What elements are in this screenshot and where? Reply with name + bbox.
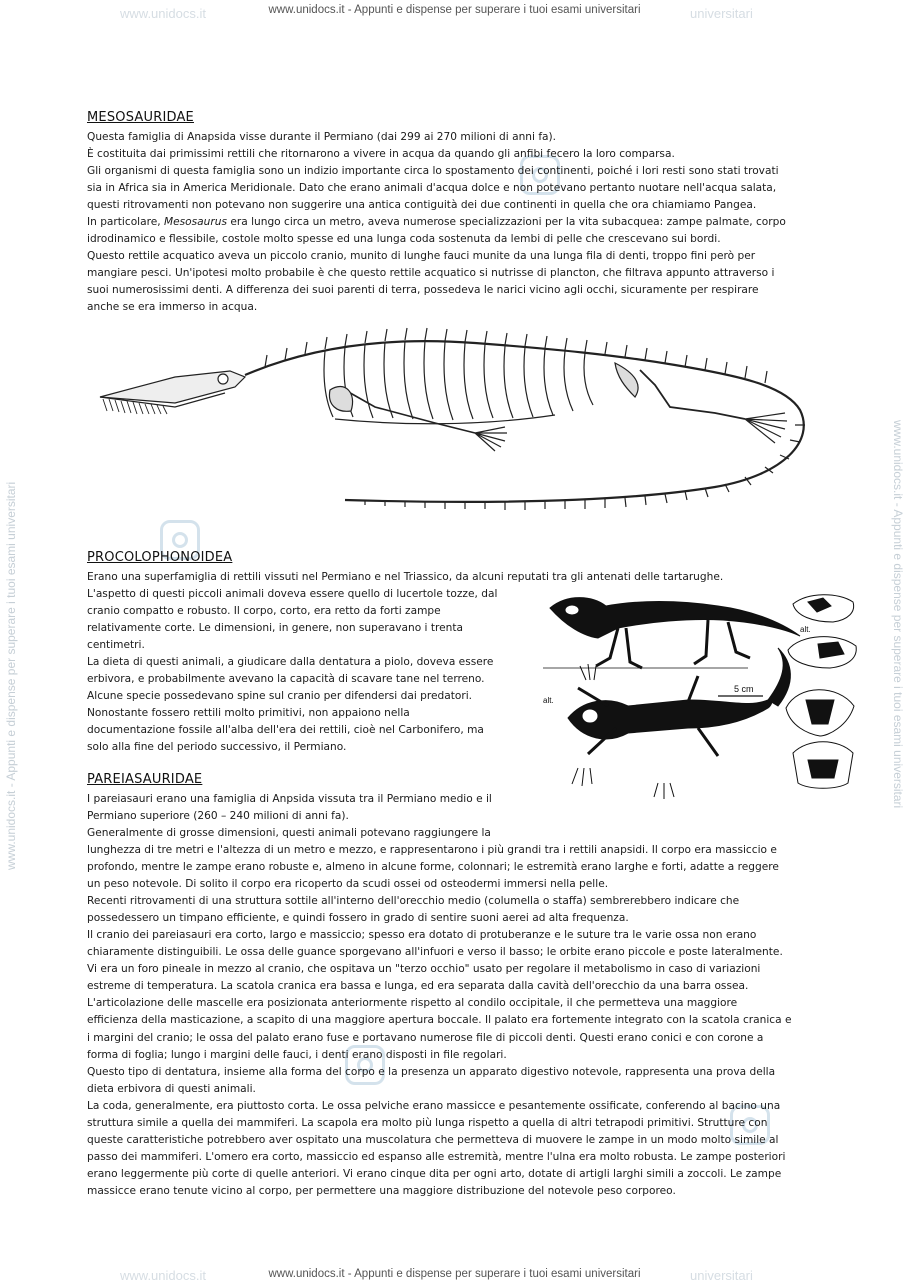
page-header: www.unidocs.it - Appunti e dispense per superare i tuoi esami universitari [268, 4, 641, 16]
text-line: Il cranio dei pareiasauri era corto, largo e massiccio; spesso era dotato di protuberanze e le suture tra le varie ossa non erano [87, 929, 757, 942]
text-line: efficienza della masticazione, a scapito di una maggiore apertura boccale. Il palato era fortemente integrato con la scatola cranica e [87, 1014, 792, 1027]
text-line: centimetri. [87, 639, 145, 652]
section-title-procolophonoidea: PROCOLOPHONOIDEA [87, 550, 233, 565]
text-line: La dieta di questi animali, a giudicare dalla dentatura a piolo, doveva essere [87, 656, 494, 669]
text-line: chiaramente distinguibili. Le ossa delle guance sporgevano all'infuori e verso il basso; le orbite erano piccole e poste lateralmente. [87, 946, 783, 959]
text-line: queste caratteristiche potrebbero aver ospitato una muscolatura che permetteva di muovere le zampe in un modo molto simile al [87, 1133, 779, 1146]
page-footer: www.unidocs.it - Appunti e dispense per superare i tuoi esami universitari [268, 1268, 641, 1280]
text-line: L'aspetto di questi piccoli animali doveva essere quello di lucertole tozze, dal [87, 588, 498, 600]
section-title-pareiasauridae: PAREIASAURIDAE [87, 772, 203, 787]
text-line: Gli organismi di questa famiglia sono un indizio importante circa lo spostamento dei continenti, poiché i lori resti sono stati trovati [87, 165, 779, 178]
watermark-side-right: www.unidocs.it - Appunti e dispense per superare i tuoi esami universitari [891, 420, 905, 809]
text-line: cranio compatto e robusto. Il corpo, corto, era retto da forti zampe [87, 605, 441, 618]
text-line: profondo, mentre le zampe erano robuste e, almeno in alcune forme, colonnari; le estremità erano larghe e forti, adatte a reggere [87, 861, 779, 874]
text-line: mangiare pesci. Un'ipotesi molto probabile è che questo rettile acquatico si nutrisse di plancton, che filtrava appunto attraverso i [87, 267, 775, 280]
text-line: dieta erbivora di questi animali. [87, 1082, 256, 1095]
text-line: Permiano superiore (260 – 240 milioni di anni fa). [87, 810, 349, 823]
text-line: estreme di temperatura. La scatola cranica era bassa e lunga, ed era separata dalla cavità dell'orecchio da una barra ossea. [87, 980, 749, 993]
text-line: massicce erano tenute vicino al corpo, per permettere una maggiore distribuzione del notevole peso corporeo. [87, 1184, 676, 1197]
text-line: idrodinamico e flessibile, costole molto spesse ed una lunga coda sostenuta da lembi di pelle che crescevano sui bordi. [87, 233, 721, 246]
text-line: questi ritrovamenti non potevano non suggerire una antica contiguità dei due continenti in quella che ora chiamiamo Pangea. [87, 199, 757, 212]
text-line: sia in Africa sia in America Meridionale. Dato che erano animali d'acqua dolce e non potevano pertanto nuotare nell'acqua salata, [87, 182, 777, 195]
text-line: forma di foglia; lungo i margini delle fauci, i denti erano disposti in file regolari. [87, 1048, 507, 1061]
alt-label: alt. [543, 696, 554, 705]
text-line: Questo rettile acquatico aveva un piccolo cranio, munito di lunghe fauci munite da una lunga fila di denti, troppo fini però per [87, 250, 756, 263]
species-name: Mesosaurus [164, 216, 227, 229]
text-line: solo alla fine del periodo successivo, il Permiano. [87, 741, 347, 754]
text-line: L'articolazione delle mascelle era posizionata anteriormente rispetto al condilo occipitale, il che permetteva una maggiore [87, 997, 738, 1010]
procolophon-figure [538, 588, 863, 813]
text-line: un peso notevole. Di solito il corpo era ricoperto da scudi ossei od osteodermi immersi nella pelle. [87, 878, 609, 891]
watermark-bottom-left: www.unidocs.it [120, 1268, 206, 1283]
text-line: suoi numerosissimi denti. A differenza dei suoi parenti di terra, possedeva le narici vicino agli occhi, sicuramente per respirare [87, 284, 759, 297]
procolophonoidea-text [87, 586, 517, 756]
text-line: Questa famiglia di Anapsida visse durante il Permiano (dai 299 ai 270 milioni di anni fa). [87, 131, 557, 143]
text-line: Questo tipo di dentatura, insieme alla forma del corpo e la presenza un apparato digestivo notevole, rappresenta una prova della [87, 1065, 776, 1078]
text-line: Erano una superfamiglia di rettili vissuti nel Permiano e nel Triassico, da alcuni reputati tra gli antenati delle tartarughe. [87, 571, 724, 583]
text-line: erano leggermente più corte di quelle anteriori. Vi erano cinque dita per ogni arto, dotate di artigli larghi simili a zoccoli. Le zampe [87, 1167, 782, 1180]
text-line: Alcune specie possedevano spine sul cranio per difendersi dai predatori. [87, 690, 473, 703]
text-line: erbivora, e probabilmente avevano la capacità di scavare tane nel terreno. [87, 673, 485, 686]
watermark-side-left: www.unidocs.it - Appunti e dispense per superare i tuoi esami universitari [4, 481, 18, 870]
section-title-mesosauridae: MESOSAURIDAE [87, 110, 194, 125]
text-line: Vi era un foro pineale in mezzo al cranio, che ospitava un "terzo occhio" usato per regolare il metabolismo in caso di variazioni [87, 963, 761, 976]
text-line: documentazione fossile all'alba dell'era dei rettili, cioè nel Carbonifero, ma [87, 724, 484, 737]
watermark-top-left: www.unidocs.it [120, 6, 206, 21]
text-line: struttura simile a quella dei mammiferi. La scapola era molto più lunga rispetto a quella di altri tetrapodi primitivi. Strutture con [87, 1116, 768, 1129]
text-line: In particolare, Mesosaurus era lungo circa un metro, aveva numerose specializzazioni per la vita subacquea: zampe palmate, corpo [87, 216, 786, 229]
text-line: Nonostante fossero rettili molto primitivi, non appaiono nella [87, 707, 410, 720]
text-line: È costituita dai primissimi rettili che ritornarono a vivere in acqua da quando gli anfibi fecero la loro comparsa. [87, 148, 675, 161]
text-line: i margini del cranio; le ossa del palato erano fuse e portavano numerose file di piccoli denti. Questi erano conici e con corone a [87, 1031, 764, 1044]
scale-label: 5 cm [734, 684, 754, 694]
text-line: Generalmente di grosse dimensioni, questi animali potevano raggiungere la [87, 827, 491, 840]
text-line: anche se era immerso in acqua. [87, 301, 258, 314]
pareiasauridae-intro [87, 791, 517, 842]
text-line: La coda, generalmente, era piuttosto corta. Le ossa pelviche erano massicce e pesantemente ossificate, conferendo al bacino una [87, 1099, 781, 1112]
text-line: possedessero un timpano efficiente, e quindi fossero in grado di sentire suoni aerei ad alta frequenza. [87, 912, 629, 925]
mesosauridae-text [87, 129, 822, 317]
text-line: relativamente corte. Le dimensioni, in genere, non superavano i trenta [87, 622, 464, 635]
text-line: passo dei mammiferi. L'omero era corto, massiccio ed espanso alle estremità, mentre l'ulna era molto robusta. Le zampe posteriori [87, 1150, 786, 1163]
text-line: Recenti ritrovamenti di una struttura sottile all'interno dell'orecchio medio (columella o staffa) sembrerebbero indicare che [87, 895, 740, 908]
procolophonoidea-intro [87, 569, 827, 586]
watermark-bottom-right: universitari [690, 1268, 753, 1283]
pareiasauridae-text [87, 842, 822, 1200]
watermark-top-right: universitari [690, 6, 753, 21]
alt-label: alt. [800, 625, 811, 634]
text-line: I pareiasauri erano una famiglia di Anpsida vissuta tra il Permiano medio e il [87, 793, 492, 805]
text-line: lunghezza di tre metri e l'altezza di un metro e mezzo, e rappresentarono i più grandi tra i rettili anapsidi. Il corpo era massiccio e [87, 844, 777, 856]
mesosaurus-skeleton-figure [95, 315, 825, 515]
